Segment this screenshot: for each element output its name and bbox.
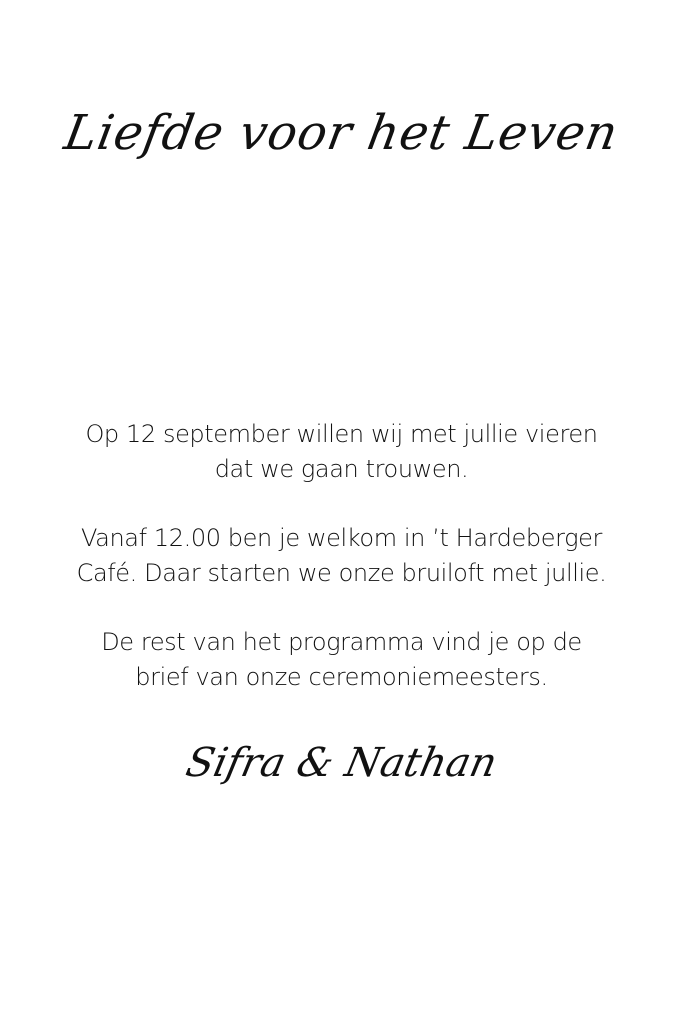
signature: Sifra & Nathan xyxy=(181,740,502,786)
paragraph-program xyxy=(40,625,643,695)
paragraph-line: De rest van het programma vind je op de xyxy=(101,628,582,656)
paragraph-line: Café. Daar starten we onze bruiloft met jullie. xyxy=(76,559,607,587)
invitation-text xyxy=(40,417,643,729)
card-title: Liefde voor het Leven xyxy=(60,105,623,161)
paragraph-date xyxy=(40,417,643,487)
paragraph-line: Op 12 september willen wij met jullie vieren xyxy=(85,420,598,448)
paragraph-line: brief van onze ceremoniemeesters. xyxy=(135,663,548,691)
paragraph-line: Vanaf 12.00 ben je welkom in ’t Hardeberger xyxy=(81,524,602,552)
paragraph-location xyxy=(40,521,643,591)
paragraph-line: dat we gaan trouwen. xyxy=(214,455,469,483)
